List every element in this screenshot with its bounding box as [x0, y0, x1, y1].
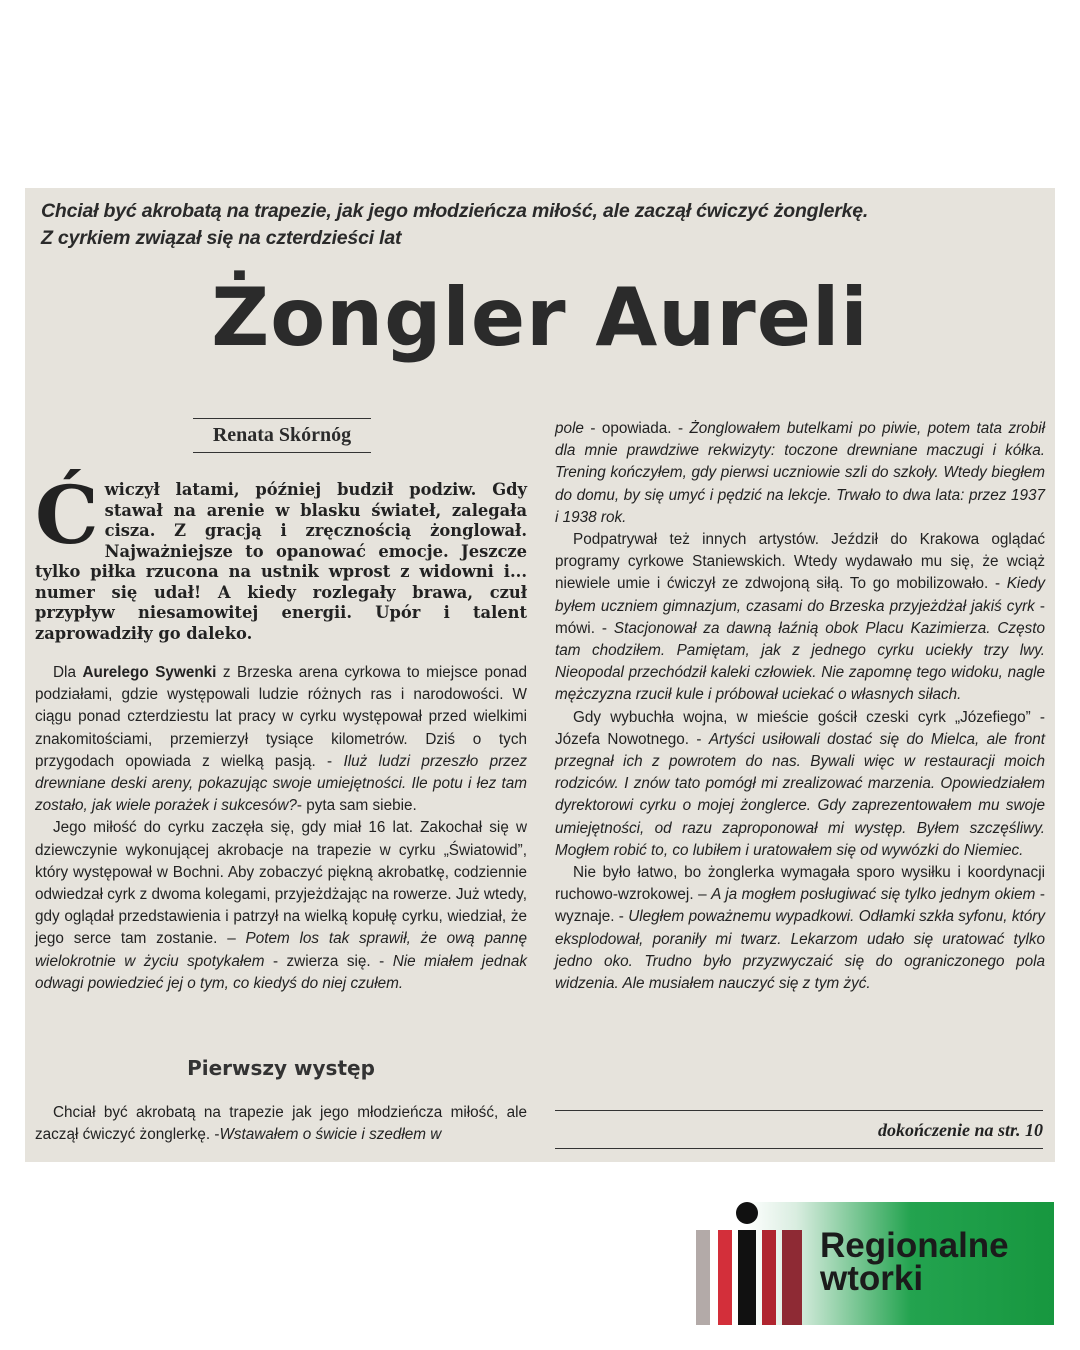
r4-quote-1: A ja mogłem posługiwać się tylko jednym okiem	[711, 886, 1036, 904]
r2-text-b: - mówi. -	[555, 597, 1045, 637]
p2-text-a: Jego miłość do cyrku zaczęła się, gdy miał 16 lat. Zakochał się w dziewczynie wykonującej akrobacje na trapezie w cyrku „Światowid”, który występował w Bochni. Aby zobaczyć piękną akrobatkę, codziennie odwiedzał cyrk z dwoma kolegami, przyjeżdżając na rowerze. Już wtedy, gdy oglądał przedstawienia i patrzył na wielką kopułę cyrku, wiedział, że jego serce tam zostanie. –	[35, 819, 527, 948]
logo-line-1: Regionalne	[820, 1226, 1009, 1265]
logo-bar-black	[738, 1230, 756, 1325]
author-byline: Renata Skórnóg	[212, 424, 352, 446]
kicker-line-2: Z cyrkiem związał się na czterdzieści lat	[41, 227, 402, 249]
logo-text	[820, 1226, 1050, 1298]
author-rule-top	[193, 418, 371, 419]
r2-text-a: Podpatrywał też innych artystów. Jeździł do Krakowa oglądać programy cyrkowe Staniewskich. Wtedy wydawało mu się, że wciąż niewiele umie i ćwiczył ze zdwojoną siłą. To go mobilizowało. -	[555, 531, 1045, 593]
r1-text-a: pole	[555, 420, 584, 437]
p1-text-a: Dla	[53, 664, 83, 681]
logo-bar-red	[718, 1230, 732, 1325]
drop-cap: Ć	[35, 468, 99, 562]
author-rule-bottom	[193, 452, 371, 453]
left-column	[35, 662, 527, 995]
logo-bar-grey	[696, 1230, 710, 1325]
kicker	[41, 198, 1041, 252]
r3-text-a: Gdy wybuchła wojna, w mieście gościł czeski cyrk „Józefiego” - Józefa Nowotnego. -	[555, 708, 1045, 748]
paragraph-r3	[555, 707, 1045, 862]
r1-text-b: - opowiada. -	[583, 420, 690, 437]
p1-quote: Iluż ludzi przeszło przez drewniane deski areny, pokazując swoje umiejętności. Ile potu i łez tam zostało, jak wiele porażek i sukcesów?	[35, 752, 527, 815]
left-column-bottom	[35, 1102, 527, 1146]
right-column	[555, 418, 1045, 995]
kicker-line-1: Chciał być akrobatą na trapezie, jak jego młodzieńcza miłość, ale zaczął ćwiczyć żonglerkę.	[41, 200, 869, 222]
paragraph-r1	[555, 418, 1045, 529]
r4-text-b: - wyznaje. -	[555, 886, 1045, 926]
p1-text-c: - pyta sam siebie.	[296, 797, 417, 815]
logo-bar-crimson	[762, 1230, 776, 1325]
paragraph-2	[35, 817, 527, 995]
r3-quote: Artyści usiłowali dostać się do Mielca, ale front przegnał ich z powrotem do nas. Bywali więc w restauracji moich rodziców. I znów tato pomógł mi zrealizować marzenia. Opowiedziałem dyrektorowi cyrku o mojej żonglerce. Gdy zaprezentowałem mu swoje umiejętności, od razu zaproponował mi występ. Byłem szczęśliwy. Mogłem robić to, co lubiłem i uratowałem się od wywózki do Niemiec.	[555, 730, 1045, 859]
logo-line-2: wtorki	[820, 1259, 924, 1298]
r4-text-a: Nie było łatwo, bo żonglerka wymagała sporo wysiłku i koordynacji ruchowo-wzrokowej. –	[555, 864, 1045, 904]
p1-name: Aurelego Sywenki	[82, 664, 217, 681]
logo-dot	[736, 1202, 758, 1224]
p1-text-b: z Brzeska arena cyrkowa to miejsce ponad podziałami, gdzie występowali ludzie różnych ras i narodowości. W ciągu ponad czterdziestu lat pracy w cyrku występował przed wielkimi znakomitościami, przemierzył tysiące kilometrów. Dziś o tych przygodach opowiada z wielką pasją. -	[35, 664, 528, 770]
continued-note: dokończenie na str. 10	[877, 1120, 1043, 1140]
r2-quote-1: Kiedy byłem uczniem gimnazjum, czasami do Brzeska przyjeżdżał jakiś cyrk	[555, 575, 1045, 615]
paragraph-3	[35, 1102, 527, 1146]
paragraph-r4	[555, 862, 1045, 995]
paragraph-1	[35, 662, 527, 817]
newspaper-clipping	[25, 188, 1055, 1162]
r4-quote-2: Uległem poważnemu wypadkowi. Odłamki szkła syfonu, który eksplodował, poraniły mi twarz. Lekarzom udało się uratować tylko jedno oko. Trudno było przyzwyczaić się do ograniczonego pola widzenia. Ale musiałem nauczyć się z tym żyć.	[555, 908, 1045, 993]
lead-paragraph	[35, 468, 527, 644]
logo-bar-maroon	[782, 1230, 802, 1325]
regionalne-wtorki-logo	[696, 1202, 1054, 1325]
p3-quote: Wstawałem o świcie i szedłem w	[219, 1126, 442, 1144]
p3-text: Chciał być akrobatą na trapezie jak jego młodzieńcza miłość, ale zaczął ćwiczyć żonglerkę. -	[35, 1104, 527, 1144]
subheading: Pierwszy występ	[187, 1056, 375, 1080]
p2-quote-2: Nie miałem jednak odwagi powiedzieć jej o tym, co kiedyś do niej czułem.	[35, 952, 528, 992]
headline: Żongler Aureli	[211, 271, 869, 364]
p2-text-b: - zwierza się. -	[264, 952, 393, 970]
p2-quote-1: Potem los tak sprawił, że ową pannę wielokrotnie w życiu spotykałem	[35, 930, 527, 970]
continued-rule-bottom	[555, 1148, 1043, 1149]
paragraph-r2	[555, 529, 1045, 707]
r2-quote-2: Stacjonował za dawną łaźnią obok Placu Kazimierza. Często tam chodziłem. Pamiętam, jak z jednego cyrku uciekły trzy lwy. Nieopodal przechódził kaleki człowiek. Nie zapomnę tego widoku, nagle mężczyzna rzucił kule i próbował uciekać o własnych siłach.	[555, 619, 1045, 704]
lead-text: wiczył latami, później budził podziw. Gdy stawał na arenie w blasku świateł, zalegała cisza. Z gracją i zręcznością żonglował. Najważniejsze to opanować emocje. Jeszcze tylko piłka rzucona na ustnik wprost z widowni i... numer się udał! A kiedy rozlegały brawa, czuł przypływ niesamowitej energii. Upór i talent zaprowadziły go daleko.	[35, 480, 527, 643]
r1-quote: Żonglowałem butelkami po piwie, potem tata zrobił dla mnie prawdziwe rekwizyty: toczone drewniane maczugi i kółka. Trening kończyłem, gdy pierwsi uczniowie szli do szkoły. Wtedy biegłem do domu, by się umyć i pędzić na lekcje. Trwało to dwa lata: przez 1937 i 1938 rok.	[555, 420, 1045, 526]
continued-rule-top	[555, 1110, 1043, 1111]
